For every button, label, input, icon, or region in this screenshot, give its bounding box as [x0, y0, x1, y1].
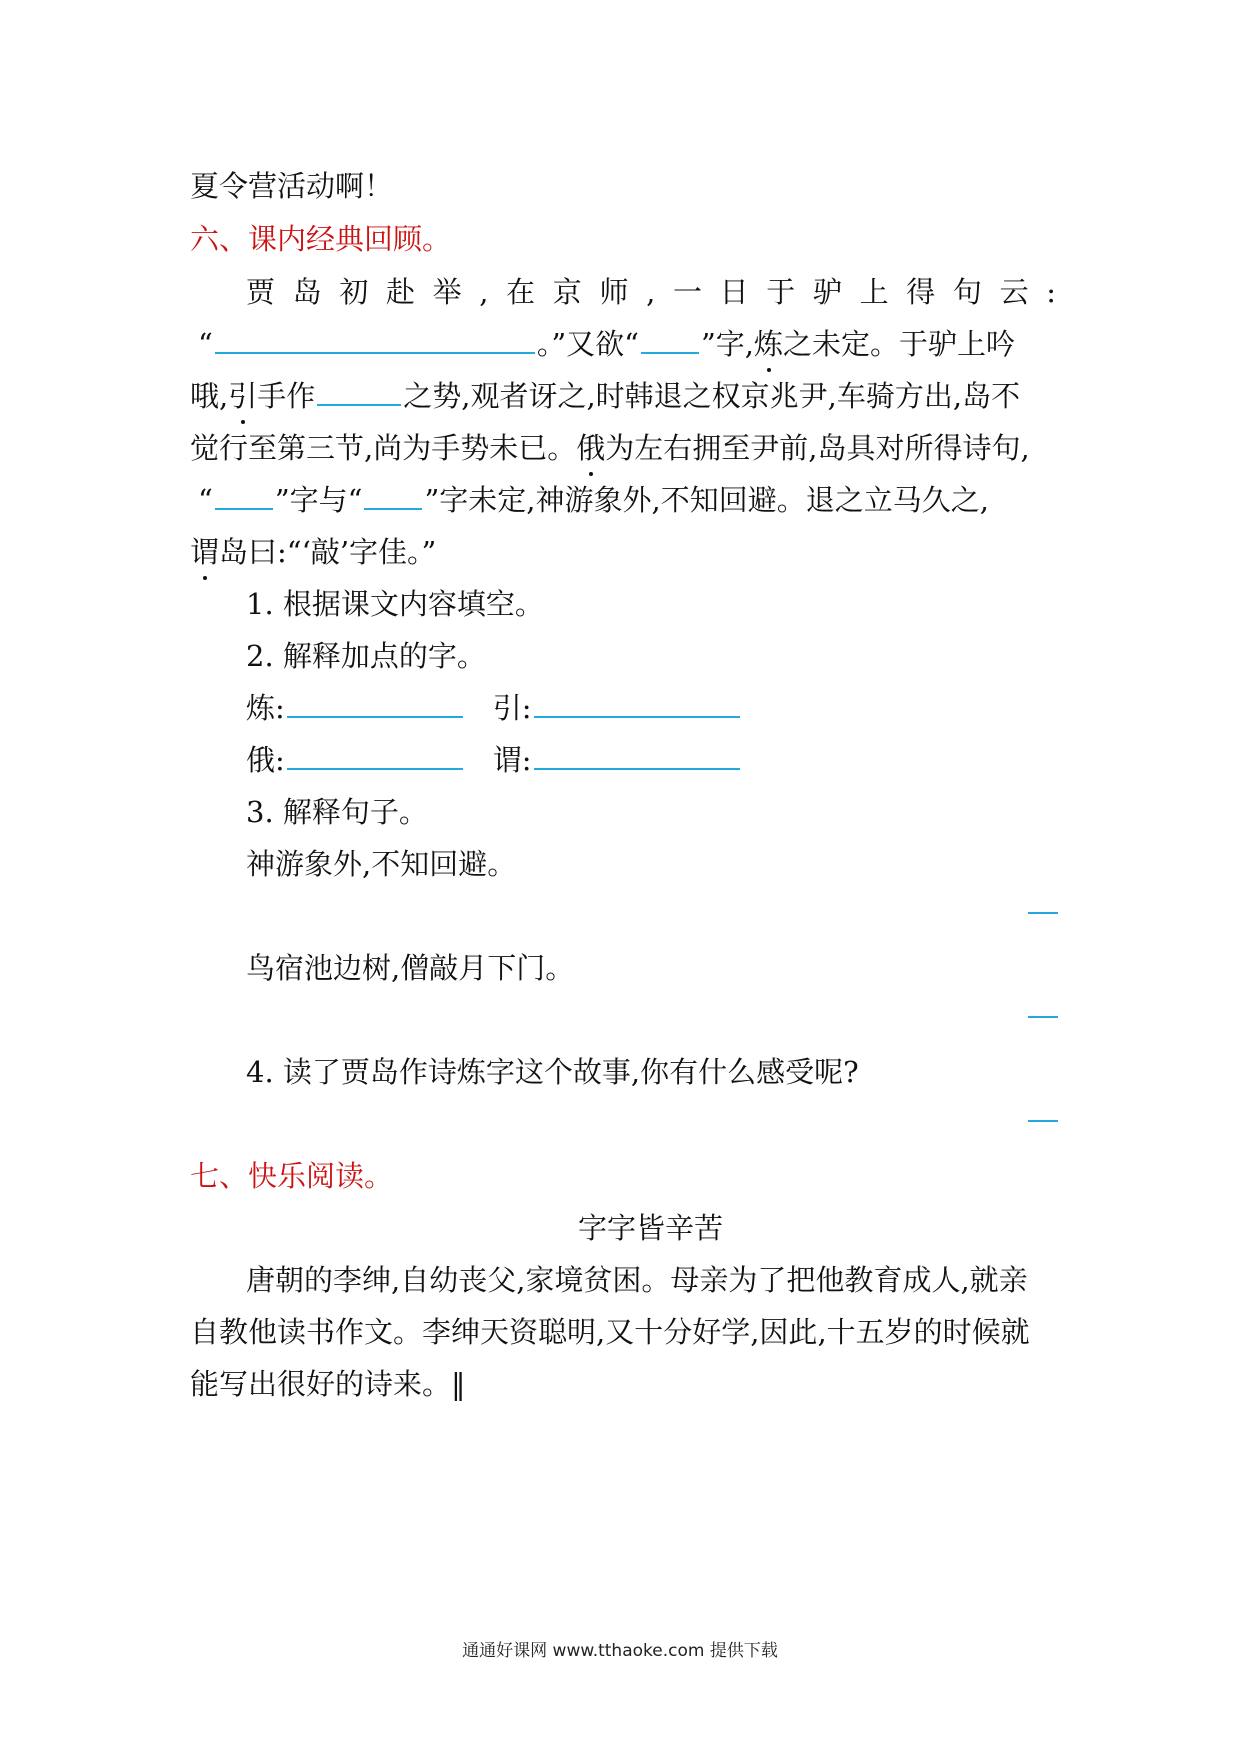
blank-char-3[interactable] [364, 480, 422, 510]
passage-char: 贾 [246, 275, 276, 309]
passage-char: , [646, 275, 656, 309]
passage-char: 得 [906, 275, 936, 309]
answer-e[interactable] [287, 740, 463, 770]
previous-text: 夏令营活动啊！ [190, 169, 394, 203]
passage-char: 一 [672, 275, 702, 309]
dotted-char-lian: 炼 [754, 324, 783, 364]
text: 。”又欲“ [536, 327, 639, 361]
passage-char: 赴 [385, 275, 415, 309]
text: 手作 [257, 379, 316, 413]
sentence-2: 鸟宿池边树,僧敲月下门。 [246, 951, 575, 985]
passage-char: , [479, 275, 489, 309]
blank-char-2[interactable] [215, 480, 273, 510]
blank-char-1[interactable] [641, 324, 699, 354]
dotted-char-yin: 引 [228, 376, 257, 416]
label-lian: 炼: [246, 691, 285, 725]
passage-line-3 [190, 376, 1020, 416]
passage-char: 京 [552, 275, 582, 309]
answer-lian[interactable] [287, 688, 463, 718]
passage-char: 师 [599, 275, 629, 309]
blank-poem-line[interactable] [215, 324, 535, 354]
passage-line-1 [246, 272, 1056, 312]
dotted-char-e: 俄 [576, 428, 605, 468]
blank-gesture[interactable] [317, 376, 401, 406]
passage-char: 日 [719, 275, 749, 309]
text: 之未定。于驴上吟 [783, 327, 1016, 361]
footer-credit: 通通好课网 www.tthaoke.com 提供下载 [462, 1641, 778, 1661]
question-4: 4. 读了贾岛作诗炼字这个故事,你有什么感受呢? [246, 1055, 859, 1089]
question-2: 2. 解释加点的字。 [246, 639, 486, 673]
explain-row-1 [246, 688, 742, 728]
reading-line-2: 自教他读书作文。李绅天资聪明,又十分好学,因此,十五岁的时候就 [190, 1315, 1030, 1349]
text: 哦, [190, 379, 229, 413]
passage-char: 云 [999, 275, 1029, 309]
text: 之势,观者讶之,时韩退之权京兆尹,车骑方出,岛不 [403, 379, 1021, 413]
text: ”字未定,神游象外,不知回避。退之立马久之, [424, 483, 989, 517]
question-3: 3. 解释句子。 [246, 795, 428, 829]
reading-line-1: 唐朝的李绅,自幼丧父,家境贫困。母亲为了把他教育成人,就亲 [246, 1263, 1028, 1297]
passage-char: 举 [432, 275, 462, 309]
text: ”字, [700, 327, 755, 361]
dotted-char-wei: 谓 [190, 532, 219, 572]
answer-line-sentence-1[interactable] [1028, 912, 1058, 914]
passage-char: 于 [766, 275, 796, 309]
sentence-1: 神游象外,不知回避。 [246, 847, 517, 881]
label-yin: 引: [492, 691, 532, 725]
text: 为左右拥至尹前,岛具对所得诗句, [605, 431, 1030, 465]
passage-char: : [1046, 275, 1056, 309]
answer-line-question-4[interactable] [1028, 1120, 1058, 1122]
label-wei: 谓: [492, 743, 532, 777]
section7-heading: 七、快乐阅读。 [190, 1159, 394, 1193]
label-e: 俄: [246, 743, 285, 777]
passage-line-5 [198, 480, 989, 520]
quote-open: “ [198, 327, 213, 361]
answer-wei[interactable] [534, 740, 740, 770]
passage-line-4 [190, 428, 1030, 468]
section6-heading: 六、课内经典回顾。 [190, 222, 452, 256]
passage-line-6 [190, 532, 436, 572]
passage-char: 上 [859, 275, 889, 309]
answer-yin[interactable] [534, 688, 740, 718]
passage-char: 岛 [292, 275, 322, 309]
reading-line-3: 能写出很好的诗来。‖ [190, 1367, 466, 1401]
explain-row-2 [246, 740, 742, 780]
question-1: 1. 根据课文内容填空。 [246, 587, 544, 621]
passage-char: 句 [952, 275, 982, 309]
quote-open: “ [198, 483, 213, 517]
passage-char: 驴 [812, 275, 842, 309]
text: 觉行至第三节,尚为手势未已。 [190, 431, 577, 465]
text: ”字与“ [274, 483, 363, 517]
passage-char: 在 [506, 275, 536, 309]
passage-char: 初 [339, 275, 369, 309]
passage-line-2 [198, 324, 1015, 364]
answer-line-sentence-2[interactable] [1028, 1016, 1058, 1018]
reading-title: 字字皆辛苦 [578, 1211, 724, 1245]
text: 岛曰:“‘敲’字佳。” [219, 535, 437, 569]
